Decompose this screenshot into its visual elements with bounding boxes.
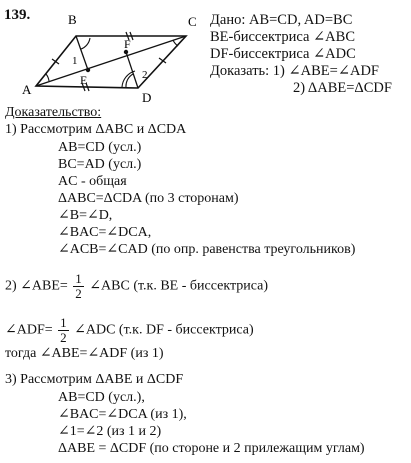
fraction-one-half (73, 272, 84, 300)
step2-abe-right: ∠ABC (т.к. BE - биссектриса) (89, 278, 268, 294)
step3-line: ∠1=∠2 (из 1 и 2) (58, 424, 162, 439)
point-e-dot (86, 68, 90, 72)
step2-line-abe (5, 272, 268, 300)
step2-adf-left: ∠ADF= (5, 322, 53, 338)
step2-line-adf (5, 316, 254, 344)
label-b: B (68, 12, 77, 27)
problem-number: 139. (4, 7, 31, 23)
step1-line: BC=AD (усл.) (58, 157, 142, 172)
step1-line: ∠ACB=∠CAD (по опр. равенства треугольников) (58, 242, 356, 257)
step2-abe-left: 2) ∠ABE= (5, 278, 68, 294)
parallelogram-figure (18, 8, 218, 108)
step3-title: 3) Рассмотрим ΔABE и ΔCDF (5, 372, 184, 387)
step3-line: ΔABE = ΔCDF (по стороне и 2 прилежащим углам) (58, 441, 365, 456)
fraction-denominator: 2 (75, 285, 82, 301)
step2-conclusion: тогда ∠ABE=∠ADF (из 1) (5, 346, 164, 361)
label-e: E (80, 73, 88, 87)
given-line-4: Доказать: 1) ∠ABE=∠ADF (210, 63, 379, 79)
given-line-2: BE-биссектриса ∠ABC (210, 29, 355, 45)
step1-title: 1) Рассмотрим ΔABC и ΔCDA (5, 122, 187, 137)
step3-line: AB=CD (усл.), (58, 390, 145, 405)
step1-line: AB=CD (усл.) (58, 140, 142, 155)
angle-arc-b (81, 38, 90, 49)
label-a: A (22, 82, 32, 97)
step3-line: ∠BAC=∠DCA (из 1), (58, 407, 187, 422)
label-d: D (142, 90, 152, 105)
fraction-numerator: 1 (60, 315, 67, 330)
label-angle-2: 2 (142, 69, 148, 81)
given-line-3: DF-биссектриса ∠ADC (210, 46, 356, 62)
fraction-denominator: 2 (60, 329, 67, 345)
step1-line: ΔABC=ΔCDA (по 3 сторонам) (58, 191, 239, 206)
step1-line: ∠B=∠D, (58, 208, 113, 223)
angle-arc-c (173, 40, 178, 46)
label-angle-1: 1 (72, 55, 78, 67)
bisector-be (76, 36, 88, 70)
fraction-one-half (58, 316, 69, 344)
given-line-1: Дано: AB=CD, AD=BC (210, 12, 353, 28)
label-f: F (124, 37, 131, 51)
angle-arc-a (46, 74, 49, 81)
step2-adf-right: ∠ADC (т.к. DF - биссектриса) (74, 322, 254, 338)
step1-line: AC - общая (58, 174, 127, 189)
step1-line: ∠BAC=∠DCA, (58, 225, 152, 240)
bisector-df (126, 52, 138, 88)
given-line-5: 2) ΔABE=ΔCDF (293, 80, 392, 96)
fraction-numerator: 1 (75, 271, 82, 286)
proof-heading: Доказательство: (5, 105, 102, 120)
label-c: C (188, 14, 197, 29)
